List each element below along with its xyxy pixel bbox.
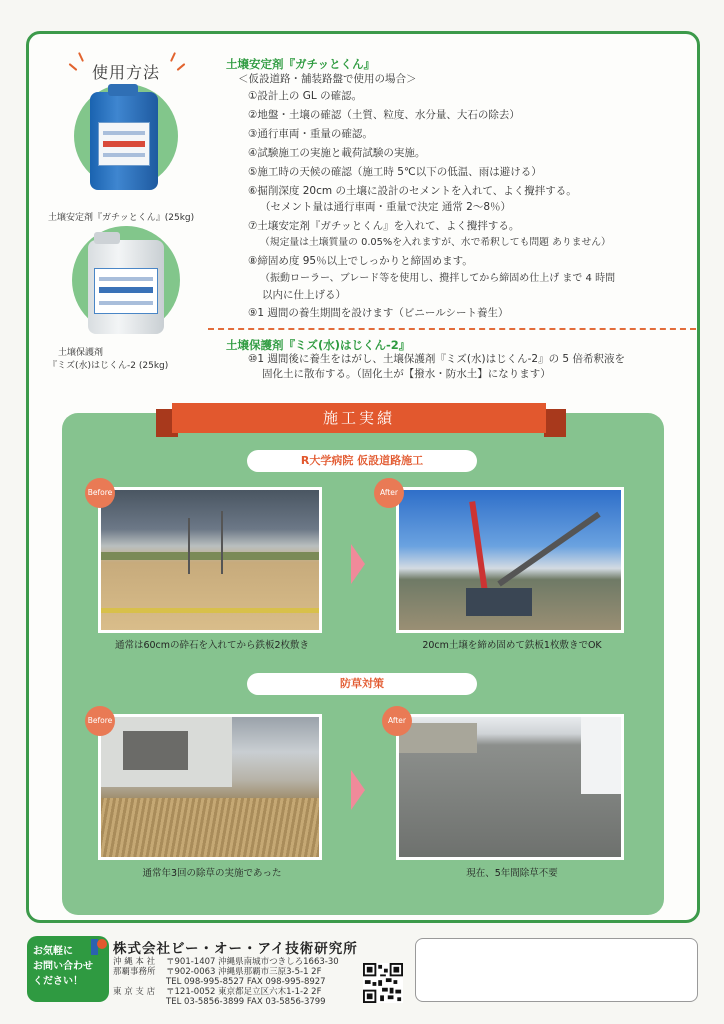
step-line: ②地盤・土壌の確認（土質、粒度、水分量、大石の除去） — [248, 109, 520, 121]
office2-label: 那覇事務所 — [113, 967, 156, 977]
step-line: ⑥掘削深度 20cm の土壌に設計のセメントを入れて、よく攪拌する。 — [248, 185, 577, 197]
case2-after-photo — [396, 714, 624, 860]
case1-after-photo — [396, 487, 624, 633]
case1-before-caption: 通常は60cmの砕石を入れてから鉄板2枚敷き — [114, 640, 310, 651]
product2-caption-line1: 土壌保護剤 — [58, 348, 104, 358]
section-divider — [208, 328, 696, 330]
contact-line: ください！ — [33, 976, 83, 987]
case2-title: 防草対策 — [247, 673, 477, 695]
step-line: ⑨1 週間の養生期間を設けます（ビニールシート養生） — [248, 307, 509, 319]
step-note: （規定量は土壌質量の 0.05%を入れますが、水で希釈しても問題 ありません） — [260, 237, 611, 248]
company-name: 株式会社ビー・オー・アイ技術研究所 — [113, 941, 358, 957]
case1-before-photo — [98, 487, 322, 633]
step-note: （振動ローラー、ブレード等を使用し、攪拌してから締固め仕上げ まで 4 時間 — [260, 273, 616, 284]
section2-line1: ⑩1 週間後に養生をはがし、土壌保護剤『ミズ(水)はじくん-2』の 5 倍希釈液を — [248, 353, 625, 365]
step-line: ④試験施工の実施と載荷試験の実施。 — [248, 147, 426, 159]
step-line: ⑤施工時の天候の確認（施工時 5℃以下の低温、雨は避ける） — [248, 166, 542, 178]
ribbon-fold-right — [544, 409, 566, 437]
case2-before-photo — [98, 714, 322, 860]
product2-caption-line2: 『ミズ(水)はじくん-2 (25kg) — [48, 361, 169, 371]
office1-address: 〒901-1407 沖縄県南城市つきしろ1663-30 — [166, 957, 339, 967]
case2-before-badge: Before — [85, 706, 115, 736]
case1-arrow-icon — [351, 544, 365, 584]
step-line: ①設計上の GL の確認。 — [248, 90, 363, 102]
case1-before-badge: Before — [85, 478, 115, 508]
office3-label: 東 京 支 店 — [113, 987, 156, 997]
step-line: ⑧締固め度 95％以上でしっかりと締固めます。 — [248, 255, 473, 267]
office1-label: 沖 縄 本 社 — [113, 957, 156, 967]
step-line: ⑦土壌安定剤『ガチッとくん』を入れて、よく攪拌する。 — [248, 220, 520, 232]
section2-title: 土壌保護剤『ミズ(水)はじくん-2』 — [226, 338, 411, 352]
results-banner: 施工実績 — [172, 403, 546, 433]
step-line: ③通行車両・重量の確認。 — [248, 128, 373, 140]
contact-line: お問い合わせ — [33, 961, 93, 972]
office3-tel: TEL 03-5856-3899 FAX 03-5856-3799 — [166, 997, 326, 1007]
office2-tel: TEL 098-995-8527 FAX 098-995-8927 — [166, 977, 326, 987]
case2-before-caption: 通常年3回の除草の実施であった — [142, 868, 282, 879]
case2-arrow-icon — [351, 770, 365, 810]
case1-after-badge: After — [374, 478, 404, 508]
note-box — [415, 938, 698, 1002]
case2-after-caption: 現在、5年間除草不要 — [466, 868, 558, 879]
case1-after-caption: 20cm土壌を締め固めて鉄板1枚敷きでOK — [422, 640, 602, 651]
qr-code-icon — [363, 963, 403, 1003]
product2-can-image — [88, 240, 164, 334]
section2-line2: 固化土に散布する。（固化土が【撥水・防水土】になります） — [262, 368, 551, 380]
product1-caption: 土壌安定剤『ガチッとくん』(25kg) — [48, 213, 195, 223]
section1-title: 土壌安定剤『ガチッとくん』 — [226, 57, 376, 71]
case1-title: R大学病院 仮設道路施工 — [247, 450, 477, 472]
company-logo-icon — [89, 937, 109, 957]
product1-can-image — [90, 92, 158, 190]
section1-subtitle: ＜仮設道路・舗装路盤で使用の場合＞ — [238, 73, 417, 85]
case2-after-badge: After — [382, 706, 412, 736]
office3-address: 〒121-0052 東京都足立区六木1-1-2 2F — [166, 987, 322, 997]
step-note: （セメント量は通行車両・重量で決定 通常 2～8％） — [260, 201, 512, 213]
howto-title: 使用方法 — [92, 63, 161, 82]
contact-line: お気軽に — [33, 946, 73, 957]
step-note: 以内に仕上げる） — [262, 289, 346, 301]
office2-address: 〒902-0063 沖縄県那覇市三原3-5-1 2F — [166, 967, 322, 977]
